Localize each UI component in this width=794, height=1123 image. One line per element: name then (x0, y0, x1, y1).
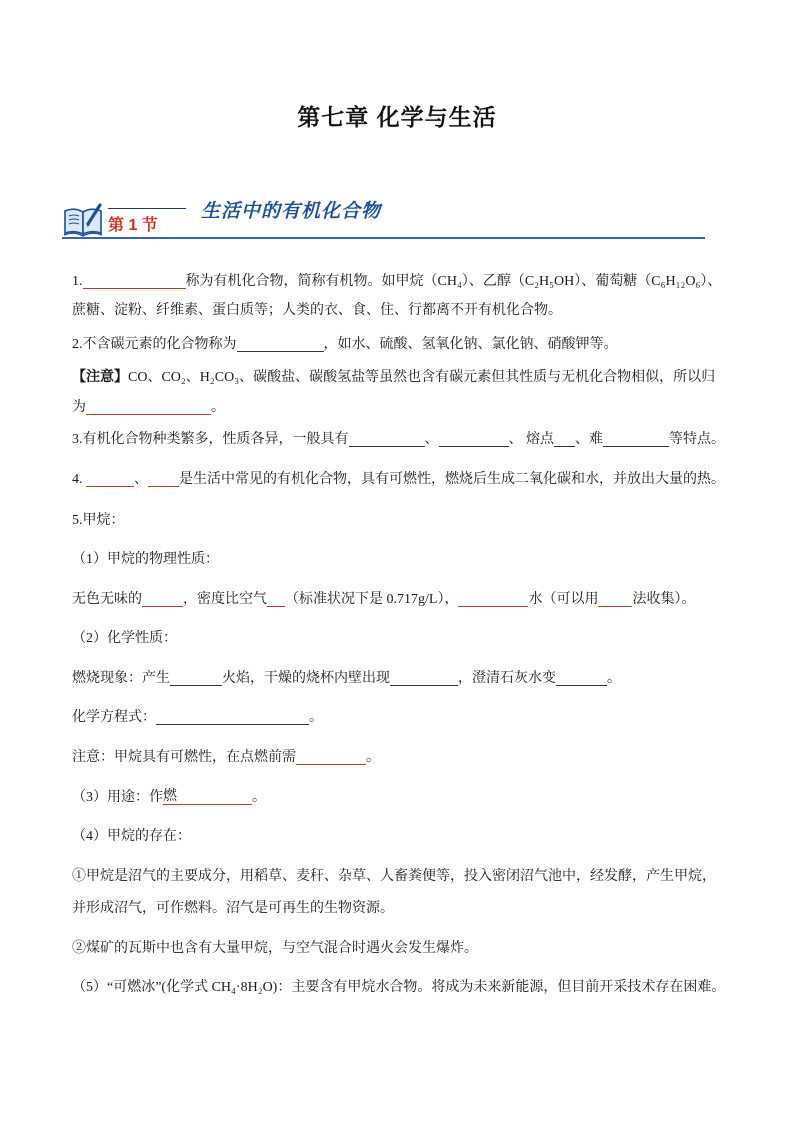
p3-blank (163, 790, 252, 805)
q3-blank-3 (554, 432, 575, 447)
q1-line-1 (72, 273, 721, 291)
p2-note-blank (296, 750, 366, 765)
note-text-b: 为 (72, 400, 86, 415)
q5-heading: 5.甲烷： (72, 513, 125, 528)
q5-p1-line (72, 591, 695, 609)
q5-p1-text-a: 无色无味的 (72, 592, 142, 607)
q2-text-a: 2.不含碳元素的化合物称为 (72, 337, 237, 352)
q5-p1-blank-1 (142, 592, 183, 607)
combust-blank-1 (170, 671, 222, 686)
q5-p1-blank-4 (598, 592, 632, 607)
section-number: 第 1 节 (108, 217, 158, 234)
q5-p4-item-1-line-1: ①甲烷是沼气的主要成分，用稻草、麦秆、杂草、人畜粪便等，投入密闭沼气池中，经发酵，产生甲烷， (72, 869, 716, 884)
q5-p2-combust-line (72, 670, 621, 688)
q3-text-a: 3.有机化合物种类繁多，性质各异，一般具有 (72, 432, 349, 447)
q4-rest: 是生活中常见的有机化合物，具有可燃性，燃烧后生成二氧化碳和水，并放出大量的热。 (179, 472, 725, 487)
q5-p1-blank-3 (458, 592, 528, 607)
page-title: 第七章 化学与生活 (297, 104, 497, 130)
q5-p4-heading: （4）甲烷的存在： (72, 829, 191, 844)
note-line-2 (72, 399, 225, 417)
q5-p3-line (72, 789, 266, 807)
q5-p1-text-d: 水（可以用 (528, 592, 599, 607)
note-text-a: CO、CO₂、H₂CO₃、碳酸盐、碳酸氢盐等虽然也含有碳元素但其性质与无机化合物相似，所以归 (128, 370, 716, 385)
equation-text-b: 。 (309, 710, 323, 725)
q5-p1-text-b: ，密度比空气 (183, 592, 267, 607)
q4-blank-1 (86, 472, 134, 487)
q1-line-2 (72, 302, 562, 320)
note-label: 【注意】 (72, 370, 128, 385)
combust-text-b: 火焰，干燥的烧杯内壁出现 (222, 671, 390, 686)
note-blank (86, 400, 211, 415)
note-text-c: 。 (211, 400, 225, 415)
section-heading: 生活中的有机化合物 (201, 200, 382, 222)
combust-text-a: 燃烧现象：产生 (72, 671, 170, 686)
q5-p2-note-line (72, 749, 380, 767)
p3-text-a: （3）用途：作 (72, 790, 163, 805)
q3-blank-1 (349, 432, 425, 447)
combust-blank-3 (556, 671, 607, 686)
q5-p1-heading: （1）甲烷的物理性质： (72, 552, 219, 567)
combust-blank-2 (390, 671, 458, 686)
q5-p4-item-1-line-2: 并形成沼气，可作燃料。沼气是可再生的生物资源。 (72, 901, 394, 916)
q5-p1-text-e: 法收集）。 (632, 592, 696, 607)
note-line-1 (72, 369, 715, 387)
equation-text-a: 化学方程式： (72, 710, 156, 725)
q2-text-b: ，如水、硫酸、氢氧化钠、氯化钠、硝酸钾等。 (323, 337, 618, 352)
q1-number: 1. (72, 274, 83, 289)
q5-p2-heading: （2）化学性质： (72, 631, 177, 646)
book-pencil-icon (62, 202, 104, 238)
combust-text-c: ，澄清石灰水变 (458, 671, 556, 686)
q5-p5-line: （5）“可燃冰”(化学式 CH₄·8H₂O)：主要含有甲烷水合物。将成为未来新能源，但目前开采技术存在困难。 (72, 980, 726, 995)
q5-p2-equation-line (72, 709, 323, 727)
q4-line (72, 471, 725, 489)
p2-note-text-a: 注意：甲烷具有可燃性，在点燃前需 (72, 750, 296, 765)
q4-sep: 、 (134, 472, 148, 487)
q3-sep-3: 、难 (575, 432, 603, 447)
q3-sep-1: 、 (424, 432, 439, 447)
q4-blank-2 (148, 472, 179, 487)
p2-note-text-b: 。 (366, 750, 380, 765)
p3-text-b: 。 (252, 790, 266, 805)
combust-text-d: 。 (607, 671, 621, 686)
q3-blank-4 (603, 432, 669, 447)
q3-end: 等特点。 (669, 432, 725, 447)
q5-p4-item-2: ②煤矿的瓦斯中也含有大量甲烷，与空气混合时遇火会发生爆炸。 (72, 941, 478, 956)
section-short-rule (108, 208, 186, 209)
q5-p1-blank-2 (267, 592, 285, 607)
p3-underlined-text: 燃 (163, 789, 177, 804)
q3-line (72, 431, 725, 449)
q1-text-a: 称为有机化合物，简称有机物。如甲烷（CH₄）、乙醇（C₂H₅OH）、葡萄糖（C₆H₁₂O₆）、 (185, 274, 722, 289)
q1-text-b: 蔗糖、淀粉、纤维素、蛋白质等；人类的衣、食、住、行都离不开有机化合物。 (72, 303, 562, 318)
q2-line (72, 336, 618, 354)
q3-sep-2: 、 熔点 (508, 432, 554, 447)
q1-blank (83, 274, 186, 289)
section-rule (62, 237, 705, 239)
q3-blank-2 (439, 432, 509, 447)
q4-number: 4. (72, 472, 86, 487)
equation-blank (156, 710, 309, 725)
q2-blank (237, 337, 324, 352)
q5-p1-text-c: （标准状况下是 0.717g/L）， (285, 592, 459, 607)
